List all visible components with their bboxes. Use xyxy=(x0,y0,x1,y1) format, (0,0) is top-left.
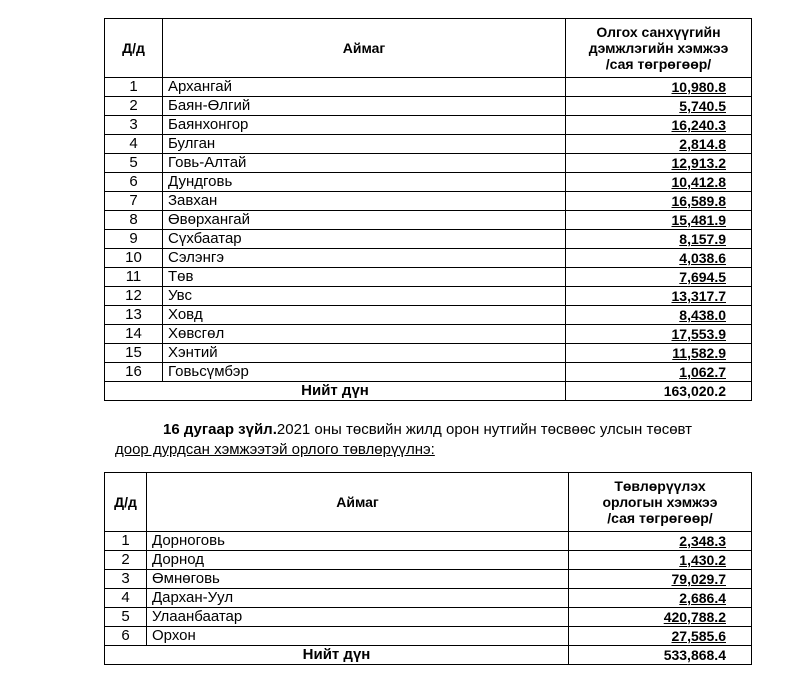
row-number: 3 xyxy=(105,570,147,589)
row-value: 15,481.9 xyxy=(566,211,752,230)
row-aimag-name: Завхан xyxy=(163,192,566,211)
row-aimag-name: Орхон xyxy=(147,627,569,646)
table-row xyxy=(105,627,752,646)
row-aimag-name: Булган xyxy=(163,135,566,154)
row-number: 2 xyxy=(105,97,163,116)
row-number: 1 xyxy=(105,532,147,551)
article-paragraph-line1 xyxy=(115,420,765,440)
row-number: 7 xyxy=(105,192,163,211)
table-row xyxy=(105,78,752,97)
row-aimag-name: Дорнод xyxy=(147,551,569,570)
row-value: 10,980.8 xyxy=(566,78,752,97)
table-header-row xyxy=(105,473,752,532)
financial-support-table xyxy=(104,18,752,401)
row-aimag-name: Хөвсгөл xyxy=(163,325,566,344)
column-header-value-line3: /сая төгрөгөөр/ xyxy=(607,510,713,526)
column-header-value-line1: Олгох санхүүгийн xyxy=(596,24,721,40)
row-number: 6 xyxy=(105,627,147,646)
row-value: 16,240.3 xyxy=(566,116,752,135)
row-value: 7,694.5 xyxy=(566,268,752,287)
row-aimag-name: Дархан-Уул xyxy=(147,589,569,608)
row-value: 1,430.2 xyxy=(569,551,752,570)
article-text-line2: доор дурдсан хэмжээтэй орлого төвлөрүүлнэ: xyxy=(115,441,435,458)
row-number: 4 xyxy=(105,135,163,154)
row-number: 16 xyxy=(105,363,163,382)
row-value: 79,029.7 xyxy=(569,570,752,589)
table-row xyxy=(105,608,752,627)
table-row xyxy=(105,287,752,306)
row-number: 12 xyxy=(105,287,163,306)
row-value: 2,814.8 xyxy=(566,135,752,154)
row-number: 6 xyxy=(105,173,163,192)
row-value: 16,589.8 xyxy=(566,192,752,211)
row-number: 8 xyxy=(105,211,163,230)
table-row xyxy=(105,173,752,192)
row-value: 4,038.6 xyxy=(566,249,752,268)
row-value: 10,412.8 xyxy=(566,173,752,192)
total-row xyxy=(105,382,752,401)
table-row xyxy=(105,570,752,589)
table-row xyxy=(105,154,752,173)
row-value: 2,686.4 xyxy=(569,589,752,608)
row-value: 420,788.2 xyxy=(569,608,752,627)
row-aimag-name: Хэнтий xyxy=(163,344,566,363)
row-number: 5 xyxy=(105,154,163,173)
row-aimag-name: Говь-Алтай xyxy=(163,154,566,173)
row-number: 13 xyxy=(105,306,163,325)
article-text-line1: 2021 оны төсвийн жилд орон нутгийн төсвөөс улсын төсөвт xyxy=(276,421,693,438)
row-number: 11 xyxy=(105,268,163,287)
total-label: Нийт дүн xyxy=(105,382,566,401)
row-number: 9 xyxy=(105,230,163,249)
row-number: 2 xyxy=(105,551,147,570)
table-row xyxy=(105,363,752,382)
row-aimag-name: Төв xyxy=(163,268,566,287)
column-header-num: Д/д xyxy=(105,473,147,532)
row-value: 5,740.5 xyxy=(566,97,752,116)
table-row xyxy=(105,306,752,325)
row-value: 2,348.3 xyxy=(569,532,752,551)
row-aimag-name: Сэлэнгэ xyxy=(163,249,566,268)
row-value: 1,062.7 xyxy=(566,363,752,382)
row-value: 27,585.6 xyxy=(569,627,752,646)
article-heading: 16 дугаар зүйл. xyxy=(163,421,277,438)
column-header-value-line2: орлогын хэмжээ xyxy=(602,494,718,510)
column-header-num: Д/д xyxy=(105,19,163,78)
table-row xyxy=(105,230,752,249)
table-row xyxy=(105,135,752,154)
table-row xyxy=(105,532,752,551)
table-row xyxy=(105,268,752,287)
row-number: 10 xyxy=(105,249,163,268)
column-header-value xyxy=(566,19,752,78)
column-header-value-line3: /сая төгрөгөөр/ xyxy=(605,56,712,72)
row-aimag-name: Дорноговь xyxy=(147,532,569,551)
column-header-aimag: Аймаг xyxy=(147,473,569,532)
row-aimag-name: Говьсүмбэр xyxy=(163,363,566,382)
row-aimag-name: Увс xyxy=(163,287,566,306)
row-number: 5 xyxy=(105,608,147,627)
table-row xyxy=(105,551,752,570)
row-aimag-name: Архангай xyxy=(163,78,566,97)
column-header-value-line1: Төвлөрүүлэх xyxy=(614,478,706,494)
row-value: 13,317.7 xyxy=(566,287,752,306)
row-aimag-name: Дундговь xyxy=(163,173,566,192)
column-header-value xyxy=(569,473,752,532)
article-paragraph-line2 xyxy=(115,440,765,460)
table-header-row xyxy=(105,19,752,78)
row-aimag-name: Баянхонгор xyxy=(163,116,566,135)
row-number: 3 xyxy=(105,116,163,135)
table-row xyxy=(105,589,752,608)
row-value: 12,913.2 xyxy=(566,154,752,173)
revenue-table xyxy=(104,472,752,665)
row-aimag-name: Өмнөговь xyxy=(147,570,569,589)
column-header-value-line2: дэмжлэгийн хэмжээ xyxy=(588,40,729,56)
total-row xyxy=(105,646,752,665)
table-row xyxy=(105,344,752,363)
table-row xyxy=(105,249,752,268)
row-number: 15 xyxy=(105,344,163,363)
row-value: 8,157.9 xyxy=(566,230,752,249)
table-row xyxy=(105,97,752,116)
row-value: 11,582.9 xyxy=(566,344,752,363)
table-row xyxy=(105,116,752,135)
row-aimag-name: Ховд xyxy=(163,306,566,325)
row-number: 14 xyxy=(105,325,163,344)
row-number: 1 xyxy=(105,78,163,97)
total-value: 163,020.2 xyxy=(566,382,752,401)
row-aimag-name: Баян-Өлгий xyxy=(163,97,566,116)
column-header-aimag: Аймаг xyxy=(163,19,566,78)
table-row xyxy=(105,211,752,230)
row-value: 8,438.0 xyxy=(566,306,752,325)
row-aimag-name: Улаанбаатар xyxy=(147,608,569,627)
table-row xyxy=(105,192,752,211)
table-row xyxy=(105,325,752,344)
row-value: 17,553.9 xyxy=(566,325,752,344)
row-number: 4 xyxy=(105,589,147,608)
row-aimag-name: Сүхбаатар xyxy=(163,230,566,249)
total-label: Нийт дүн xyxy=(105,646,569,665)
row-aimag-name: Өвөрхангай xyxy=(163,211,566,230)
total-value: 533,868.4 xyxy=(569,646,752,665)
